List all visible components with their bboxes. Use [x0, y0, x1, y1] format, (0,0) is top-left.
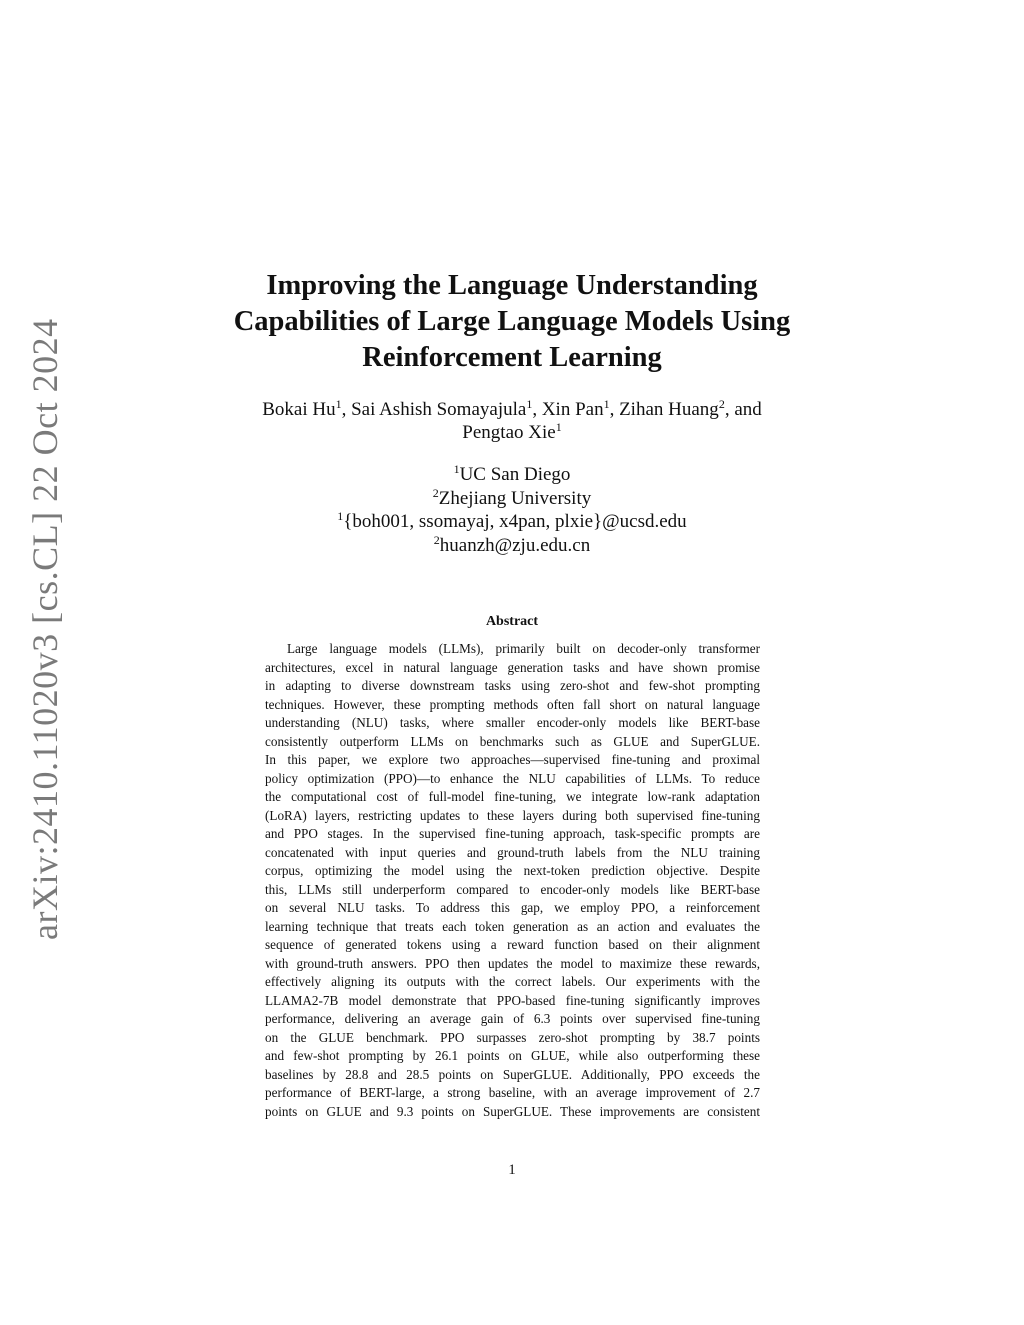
page-number: 1 — [508, 1162, 516, 1178]
abstract-heading: Abstract — [485, 614, 539, 629]
abstract-line: and PPO stages. In the supervised fine-tuning approach, task-specific prompts are — [265, 826, 760, 841]
abstract-line: techniques. However, these prompting methods often fall short on natural language — [265, 696, 760, 712]
abstract-line: and few-shot prompting by 26.1 points on GLUE, while also outperforming these — [265, 1048, 760, 1063]
affiliation-marker: 1 — [337, 509, 344, 523]
abstract-body — [265, 640, 760, 1121]
author-separator: , and — [724, 399, 762, 420]
abstract-line: with ground-truth answers. PPO then updates the model to maximize these rewards, — [265, 955, 760, 971]
author-list — [200, 398, 824, 444]
author-separator: , — [341, 399, 352, 420]
affiliation-line — [200, 463, 824, 487]
title-line: Reinforcement Learning — [362, 342, 662, 373]
email-text: {boh001, ssomayaj, x4pan, plxie}@ucsd.edu — [343, 511, 687, 532]
abstract-line: effectively aligning its outputs with the correct labels. Our experiments with the — [265, 974, 760, 989]
abstract-line: corpus, optimizing the model using the next-token prediction objective. Despite — [265, 863, 760, 878]
author-separator: , — [609, 399, 620, 420]
abstract-line: this, LLMs still underperform compared to encoder-only models like BERT-base — [265, 881, 760, 897]
abstract-line: performance, delivering an average gain of 6.3 points over supervised fine-tuning — [265, 1011, 760, 1026]
author-separator: , — [532, 399, 542, 420]
affiliation-marker: 1 — [526, 397, 533, 411]
email-line — [200, 510, 824, 534]
abstract-line: the computational cost of full-model fine-tuning, we integrate low-rank adaptation — [265, 789, 760, 804]
affiliation-text: Zhejiang University — [438, 487, 592, 509]
affiliation-marker: 2 — [718, 397, 725, 411]
affiliation-marker: 1 — [555, 420, 562, 434]
abstract-line: performance of BERT-large, a strong baseline, with an average improvement of 2.7 — [265, 1085, 760, 1100]
abstract-line: LLAMA2-7B model demonstrate that PPO-based fine-tuning significantly improves — [265, 992, 760, 1008]
author-name: Pengtao Xie — [462, 422, 556, 443]
abstract-line: sequence of generated tokens using a reward function based on their alignment — [265, 937, 760, 952]
affiliation-list — [200, 463, 824, 557]
affiliation-marker: 2 — [433, 532, 440, 547]
affiliation-marker: 1 — [335, 397, 342, 411]
abstract-line: Large language models (LLMs), primarily built on decoder-only transformer — [287, 641, 760, 656]
email-text: huanzh@zju.edu.cn — [439, 534, 591, 556]
abstract-line: understanding (NLU) tasks, where smaller encoder-only models like BERT-base — [265, 715, 760, 730]
title-line: Improving the Language Understanding — [266, 270, 758, 301]
affiliation-marker: 2 — [432, 485, 439, 500]
author-name: Xin Pan — [541, 399, 604, 420]
author-line — [200, 398, 824, 421]
arxiv-identifier-stamp: arXiv:2410.11020v3 [cs.CL] 22 Oct 2024 — [25, 318, 65, 940]
abstract-line: In this paper, we explore two approaches—supervised fine-tuning and proximal — [265, 752, 760, 767]
abstract-line: architectures, excel in natural language generation tasks and have shown promise — [265, 659, 760, 675]
author-name: Sai Ashish Somayajula — [351, 399, 527, 420]
affiliation-marker: 1 — [453, 462, 460, 476]
abstract-line: on several NLU tasks. To address this gap, we employ PPO, a reinforcement — [265, 900, 760, 915]
abstract-line: consistently outperform LLMs on benchmarks such as GLUE and SuperGLUE. — [265, 733, 760, 749]
abstract-line: learning technique that treats each token generation as an action and evaluates the — [265, 918, 760, 934]
abstract-line: on the GLUE benchmark. PPO surpasses zero-shot prompting by 38.7 points — [265, 1029, 760, 1045]
author-name: Bokai Hu — [262, 399, 336, 420]
abstract-line: baselines by 28.8 and 28.5 points on SuperGLUE. Additionally, PPO exceeds the — [265, 1066, 760, 1082]
abstract-line: points on GLUE and 9.3 points on SuperGLUE. These improvements are consistent — [265, 1103, 760, 1119]
abstract-line: (LoRA) layers, restricting updates to these layers during both supervised fine-tuning — [265, 807, 760, 823]
email-line — [200, 534, 824, 558]
abstract-line: in adapting to diverse downstream tasks using zero-shot and few-shot prompting — [265, 678, 760, 693]
affiliation-marker: 1 — [603, 397, 610, 411]
paper-title — [180, 268, 844, 376]
affiliation-line — [200, 487, 824, 511]
author-line — [200, 421, 824, 444]
title-line: Capabilities of Large Language Models Using — [233, 306, 791, 337]
abstract-line: policy optimization (PPO)—to enhance the NLU capabilities of LLMs. To reduce — [265, 770, 760, 786]
abstract-line: concatenated with input queries and ground-truth labels from the NLU training — [265, 844, 760, 860]
author-name: Zihan Huang — [619, 399, 719, 420]
affiliation-text: UC San Diego — [459, 464, 571, 485]
